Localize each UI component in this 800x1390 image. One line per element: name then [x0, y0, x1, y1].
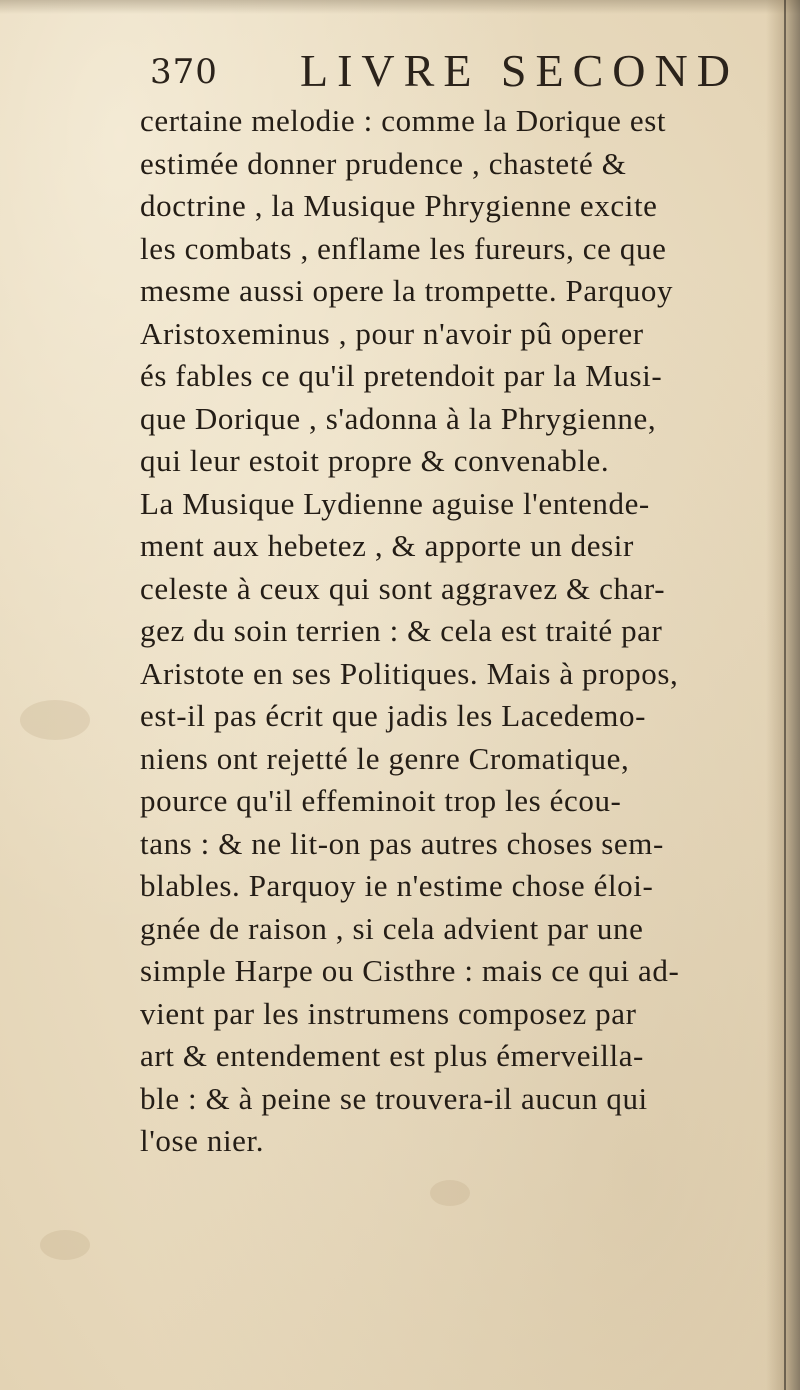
paper-stain [20, 700, 90, 740]
text-line: simple Harpe ou Cisthre : mais ce qui ad- [140, 953, 680, 988]
text-line: est-il pas écrit que jadis les Lacedemo- [140, 698, 647, 733]
text-line: niens ont rejetté le genre Cromatique, [140, 740, 630, 776]
text-line: La Musique Lydienne aguise l'entende- [140, 485, 650, 521]
paper-stain [40, 1230, 90, 1260]
text-line: l'ose nier. [140, 1123, 265, 1158]
text-line: Aristote en ses Politiques. Mais à propos, [140, 655, 679, 691]
paper-stain [430, 1180, 470, 1206]
running-title: LIVRE SECOND [300, 45, 739, 96]
text-line: vient par les instrumens composez par [140, 995, 637, 1031]
text-line: doctrine , la Musique Phrygienne excite [140, 188, 658, 223]
text-line: tans : & ne lit-on pas autres choses sem- [140, 825, 664, 861]
text-line: certaine melodie : comme la Dorique est [140, 103, 667, 138]
text-line: blables. Parquoy ie n'estime chose éloi- [140, 868, 654, 903]
text-line: pource qu'il effeminoit trop les écou- [140, 783, 622, 818]
body-text [140, 100, 780, 1163]
text-line: és fables ce qu'il pretendoit par la Musi- [140, 358, 663, 393]
text-line: ment aux hebetez , & apporte un desir [140, 528, 634, 563]
text-line: les combats , enflame les fureurs, ce que [140, 230, 667, 266]
text-line: art & entendement est plus émerveilla- [140, 1038, 644, 1073]
text-line: mesme aussi opere la trompette. Parquoy [140, 273, 674, 308]
text-line: ble : & à peine se trouvera-il aucun qui [140, 1080, 648, 1116]
text-line: gez du soin terrien : & cela est traité par [140, 613, 663, 648]
page-top-edge-shadow [0, 0, 800, 14]
text-line: celeste à ceux qui sont aggravez & char- [140, 570, 666, 606]
text-line: qui leur estoit propre & convenable. [140, 443, 610, 478]
text-line: gnée de raison , si cela advient par une [140, 910, 644, 946]
page-header [150, 44, 770, 96]
text-line: estimée donner prudence , chasteté & [140, 145, 627, 181]
page-number: 370 [150, 52, 218, 92]
text-line: que Dorique , s'adonna à la Phrygienne, [140, 400, 657, 436]
binding-edge-line [784, 0, 786, 1390]
text-line: Aristoxeminus , pour n'avoir pû operer [140, 315, 644, 351]
